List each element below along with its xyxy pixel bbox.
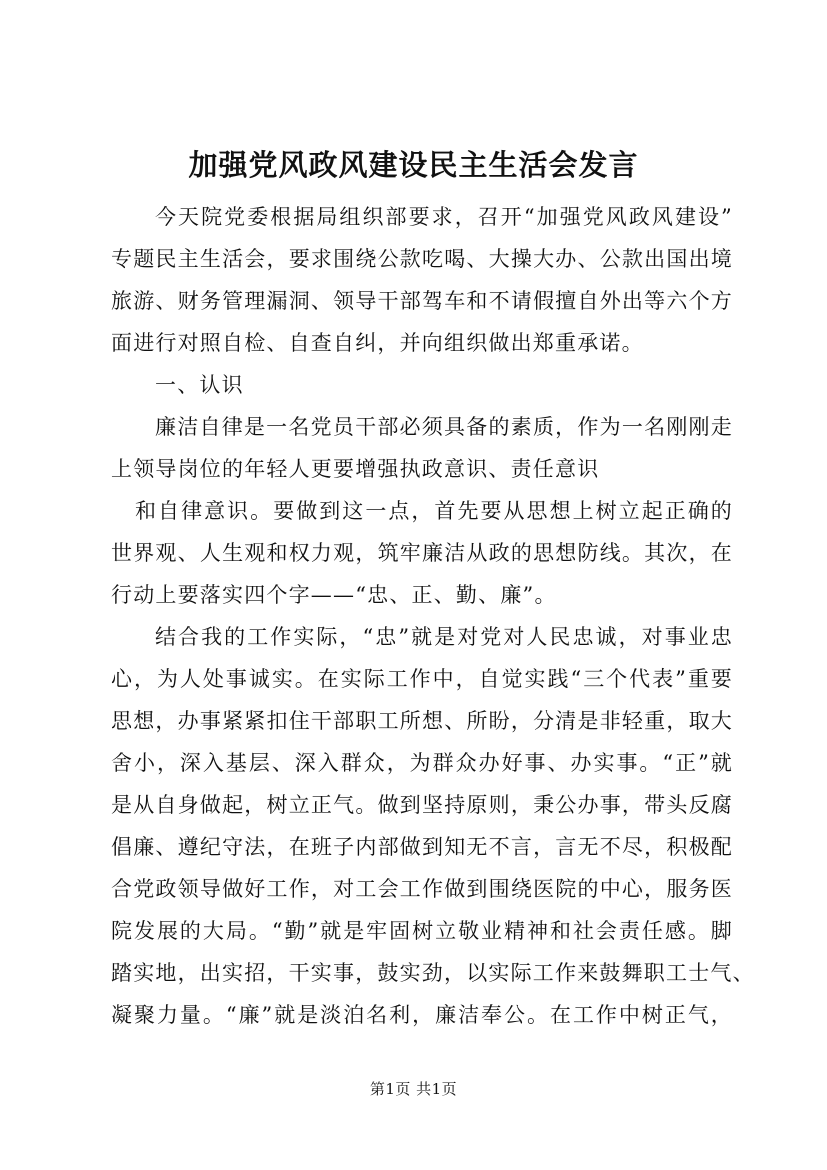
paragraph-line: 院发展的大局。“勤”就是牢固树立敬业精神和社会责任感。脚 xyxy=(111,919,733,943)
paragraph-line: 是从自身做起，树立正气。做到坚持原则，秉公办事，带头反腐 xyxy=(111,793,733,817)
paragraph-line: 旅游、财务管理漏洞、领导干部驾车和不请假擅自外出等六个方 xyxy=(111,289,733,313)
paragraph-line: 凝聚力量。“廉”就是淡泊名利，廉洁奉公。在工作中树正气， xyxy=(111,1003,733,1027)
paragraph-line: 结合我的工作实际，“忠”就是对党对人民忠诚，对事业忠 xyxy=(155,625,733,649)
paragraph-line: 思想，办事紧紧扣住干部职工所想、所盼，分清是非轻重，取大 xyxy=(111,709,733,733)
page-number-footer: 第1页 共1页 xyxy=(369,1080,458,1098)
section-heading: 一、认识 xyxy=(155,373,244,397)
paragraph-line: 廉洁自律是一名党员干部必须具备的素质，作为一名刚刚走 xyxy=(155,415,733,439)
paragraph-line: 和自律意识。要做到这一点，首先要从思想上树立起正确的 xyxy=(135,499,733,523)
paragraph-line: 心，为人处事诚实。在实际工作中，自觉实践“三个代表”重要 xyxy=(111,667,733,691)
paragraph-line: 今天院党委根据局组织部要求，召开“加强党风政风建设” xyxy=(155,205,733,229)
paragraph-line: 倡廉、遵纪守法，在班子内部做到知无不言，言无不尽，积极配 xyxy=(111,835,733,859)
paragraph-line: 上领导岗位的年轻人更要增强执政意识、责任意识 xyxy=(111,457,600,481)
paragraph-line: 踏实地，出实招，干实事，鼓实劲，以实际工作来鼓舞职工士气、 xyxy=(111,961,755,985)
document-title: 加强党风政风建设民主生活会发言 xyxy=(188,148,639,182)
paragraph-line: 世界观、人生观和权力观，筑牢廉洁从政的思想防线。其次，在 xyxy=(111,541,733,565)
paragraph-line: 行动上要落实四个字——“忠、正、勤、廉”。 xyxy=(111,583,557,607)
paragraph-line: 面进行对照自检、自查自纠，并向组织做出郑重承诺。 xyxy=(111,331,644,355)
paragraph-line: 舍小，深入基层、深入群众，为群众办好事、办实事。“正”就 xyxy=(111,751,733,775)
paragraph-line: 合党政领导做好工作，对工会工作做到围绕医院的中心，服务医 xyxy=(111,877,733,901)
paragraph-line: 专题民主生活会，要求围绕公款吃喝、大操大办、公款出国出境 xyxy=(111,247,733,271)
document-body xyxy=(111,196,755,1036)
